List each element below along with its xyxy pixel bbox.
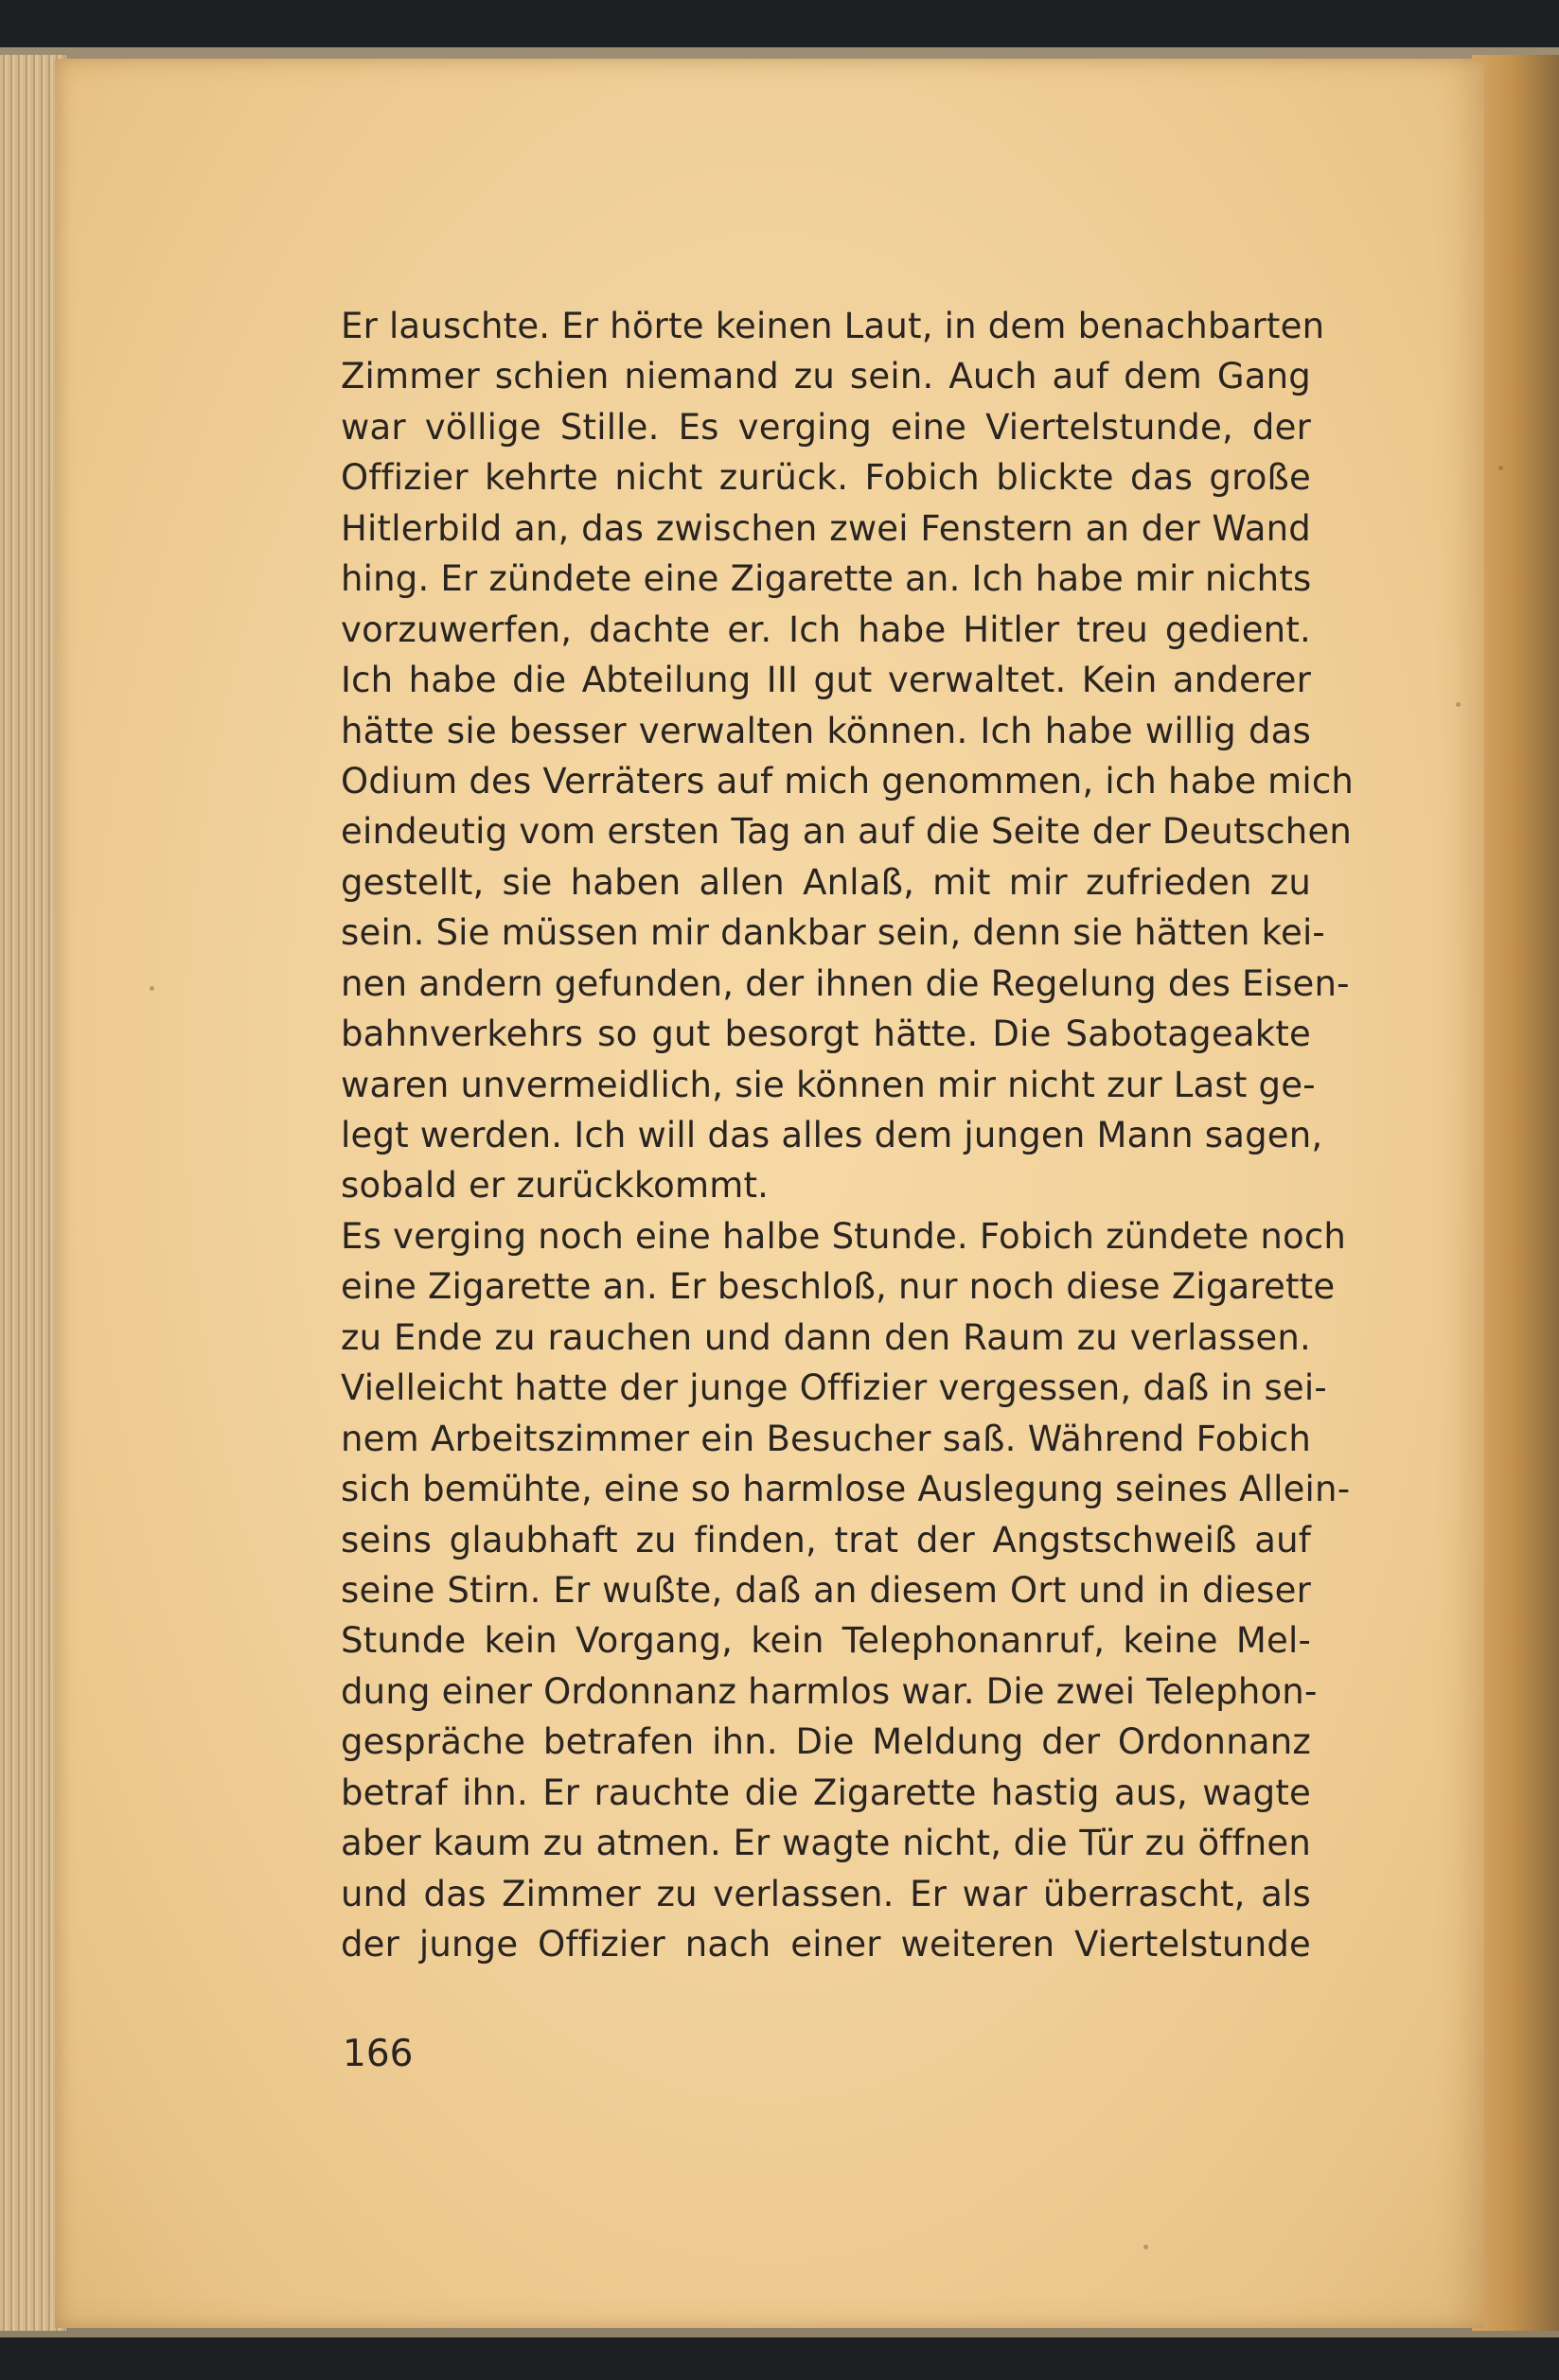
paper-fleck	[1498, 466, 1503, 470]
text-line: legt werden. Ich will das alles dem jungen Mann sagen,	[341, 1115, 1323, 1155]
paper-fleck	[150, 986, 154, 991]
text-line: zu Ende zu rauchen und dann den Raum zu verlassen.	[341, 1316, 1311, 1358]
text-line: aber kaum zu atmen. Er wagte nicht, die Tür zu öffnen	[341, 1823, 1311, 1864]
text-line: sobald er zurückkommt.	[341, 1165, 770, 1207]
text-line: waren unvermeidlich, sie können mir nicht zur Last ge-	[341, 1064, 1316, 1105]
page-number: 166	[343, 2033, 414, 2075]
text-line: hätte sie besser verwalten können. Ich habe willig das	[341, 710, 1311, 751]
text-line: hing. Er zündete eine Zigarette an. Ich habe mir nichts	[341, 558, 1312, 600]
text-line: eindeutig vom ersten Tag an auf die Seite der Deutschen	[341, 811, 1353, 853]
paper-fleck	[1456, 702, 1461, 707]
text-line: sein. Sie müssen mir dankbar sein, denn sie hätten kei-	[341, 912, 1325, 954]
text-line: dung einer Ordonnanz harmlos war. Die zwei Telephon-	[341, 1670, 1318, 1712]
body-text	[341, 301, 1355, 1969]
text-line: gespräche betrafen ihn. Die Meldung der Ordonnanz	[341, 1721, 1311, 1763]
text-line: vorzuwerfen, dachte er. Ich habe Hitler treu gedient.	[341, 608, 1311, 650]
text-line: war völlige Stille. Es verging eine Viertelstunde, der	[341, 406, 1311, 448]
text-line: betraf ihn. Er rauchte die Zigarette hastig aus, wagte	[341, 1772, 1311, 1813]
text-line: nen andern gefunden, der ihnen die Regelung des Eisen-	[341, 962, 1350, 1004]
text-line: bahnverkehrs so gut besorgt hätte. Die Sabotageakte	[341, 1014, 1311, 1055]
text-line: Stunde kein Vorgang, kein Telephonanruf, keine Mel-	[341, 1620, 1311, 1662]
text-line: Offizier kehrte nicht zurück. Fobich blickte das große	[341, 457, 1311, 499]
text-line: sich bemühte, eine so harmlose Auslegung seines Allein-	[341, 1469, 1351, 1510]
paper-fleck	[1143, 2245, 1148, 2249]
text-line: eine Zigarette an. Er beschloß, nur noch diese Zigarette	[341, 1266, 1336, 1308]
text-line: seins glaubhaft zu finden, trat der Angstschweiß auf	[341, 1519, 1311, 1560]
text-line: Vielleicht hatte der junge Offizier vergessen, daß in sei-	[341, 1367, 1327, 1409]
text-line: der junge Offizier nach einer weiteren Viertelstunde	[341, 1924, 1311, 1965]
text-line: Odium des Verräters auf mich genommen, ich habe mich	[341, 760, 1355, 802]
text-line: gestellt, sie haben allen Anlaß, mit mir zufrieden zu	[341, 861, 1311, 903]
text-line: Zimmer schien niemand zu sein. Auch auf dem Gang	[341, 356, 1311, 397]
text-line: Hitlerbild an, das zwischen zwei Fenstern an der Wand	[341, 507, 1311, 549]
text-line: und das Zimmer zu verlassen. Er war überrascht, als	[341, 1873, 1311, 1914]
book-spine	[1472, 55, 1559, 2331]
text-line: Es verging noch eine halbe Stunde. Fobich zündete noch	[341, 1215, 1347, 1257]
text-line: Ich habe die Abteilung III gut verwaltet. Kein anderer	[341, 660, 1311, 701]
text-line: Er lauschte. Er hörte keinen Laut, in dem benachbarten	[341, 306, 1325, 346]
text-line: nem Arbeitszimmer ein Besucher saß. Während Fobich	[341, 1418, 1311, 1459]
text-line: seine Stirn. Er wußte, daß an diesem Ort und in dieser	[341, 1569, 1311, 1611]
